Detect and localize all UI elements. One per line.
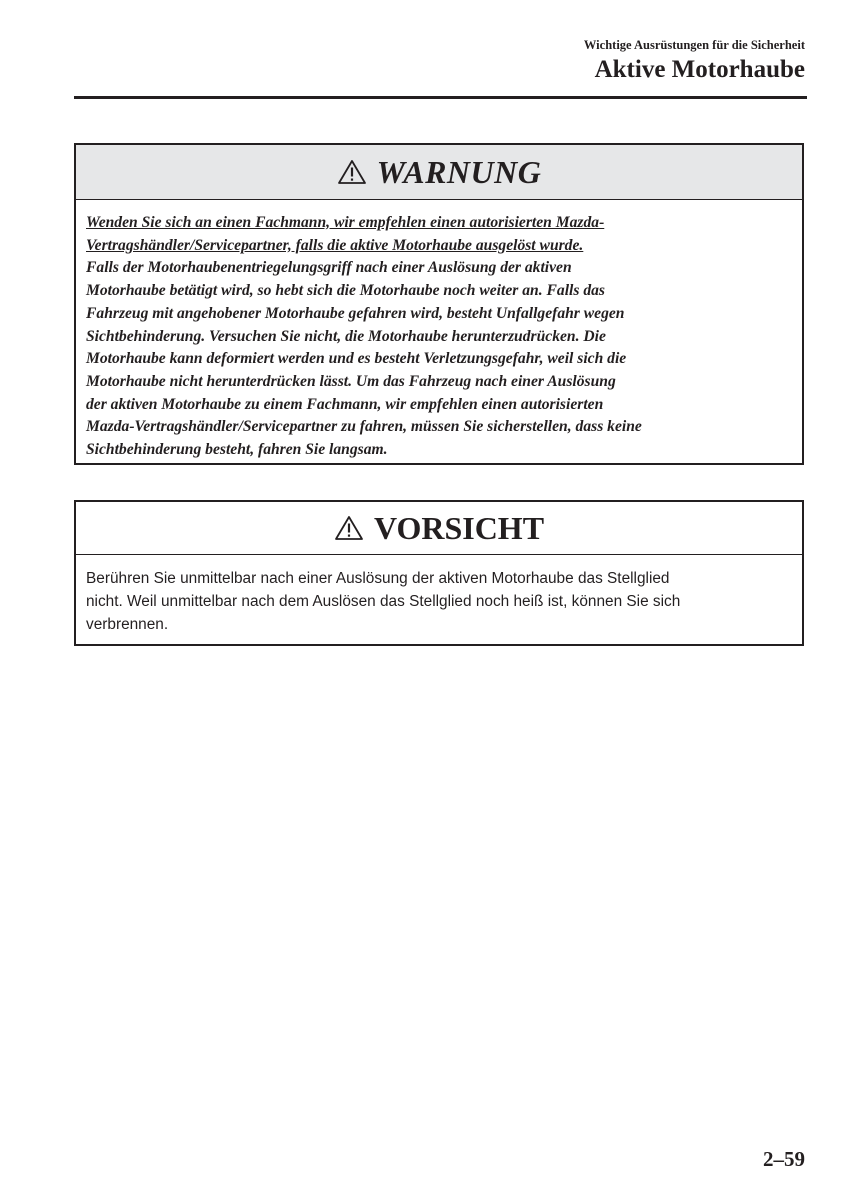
warning-line: Motorhaube betätigt wird, so hebt sich die Motorhaube noch weiter an. Falls das [86,282,605,300]
section-header: Wichtige Ausrüstungen für die Sicherheit [583,38,805,52]
warning-line: Fahrzeug mit angehobener Motorhaube gefahren wird, besteht Unfallgefahr wegen [86,304,625,322]
caution-header [76,502,802,555]
caution-line: verbrennen. [86,616,169,633]
caution-title: VORSICHT [373,509,545,546]
header-divider [74,96,807,99]
warning-line: Mazda-Vertragshändler/Servicepartner zu fahren, müssen Sie sicherstellen, dass keine [86,418,642,436]
caution-text [76,555,802,636]
caution-line: Berühren Sie unmittelbar nach einer Auslösung der aktiven Motorhaube das Stellglied [86,570,670,587]
warning-line: Sichtbehinderung. Versuchen Sie nicht, die Motorhaube herunterzudrücken. Die [86,327,606,345]
warning-box [74,143,804,465]
warning-line: der aktiven Motorhaube zu einem Fachmann, wir empfehlen einen autorisierten [86,395,604,413]
warning-line: Falls der Motorhaubenentriegelungsgriff nach einer Auslösung der aktiven [86,259,572,277]
warning-triangle-icon [334,515,364,541]
warning-line: Motorhaube kann deformiert werden und es besteht Verletzungsgefahr, weil sich die [86,350,627,368]
warning-triangle-icon [337,159,367,185]
warning-title: WARNUNG [376,153,542,190]
warning-line: Wenden Sie sich an einen Fachmann, wir empfehlen einen autorisierten Mazda- [86,214,605,231]
warning-text [76,200,802,462]
page-title: Aktive Motorhaube [594,56,805,83]
caution-box [74,500,804,646]
warning-line: Vertragshändler/Servicepartner, falls die aktive Motorhaube ausgelöst wurde. [86,236,584,254]
page-number: 2–59 [763,1147,805,1171]
warning-line: Motorhaube nicht herunterdrücken lässt. Um das Fahrzeug nach einer Auslösung [86,372,616,390]
warning-header [76,145,802,200]
caution-line: nicht. Weil unmittelbar nach dem Auslösen das Stellglied noch heiß ist, können Sie sich [86,593,681,610]
warning-line: Sichtbehinderung besteht, fahren Sie langsam. [86,441,388,459]
